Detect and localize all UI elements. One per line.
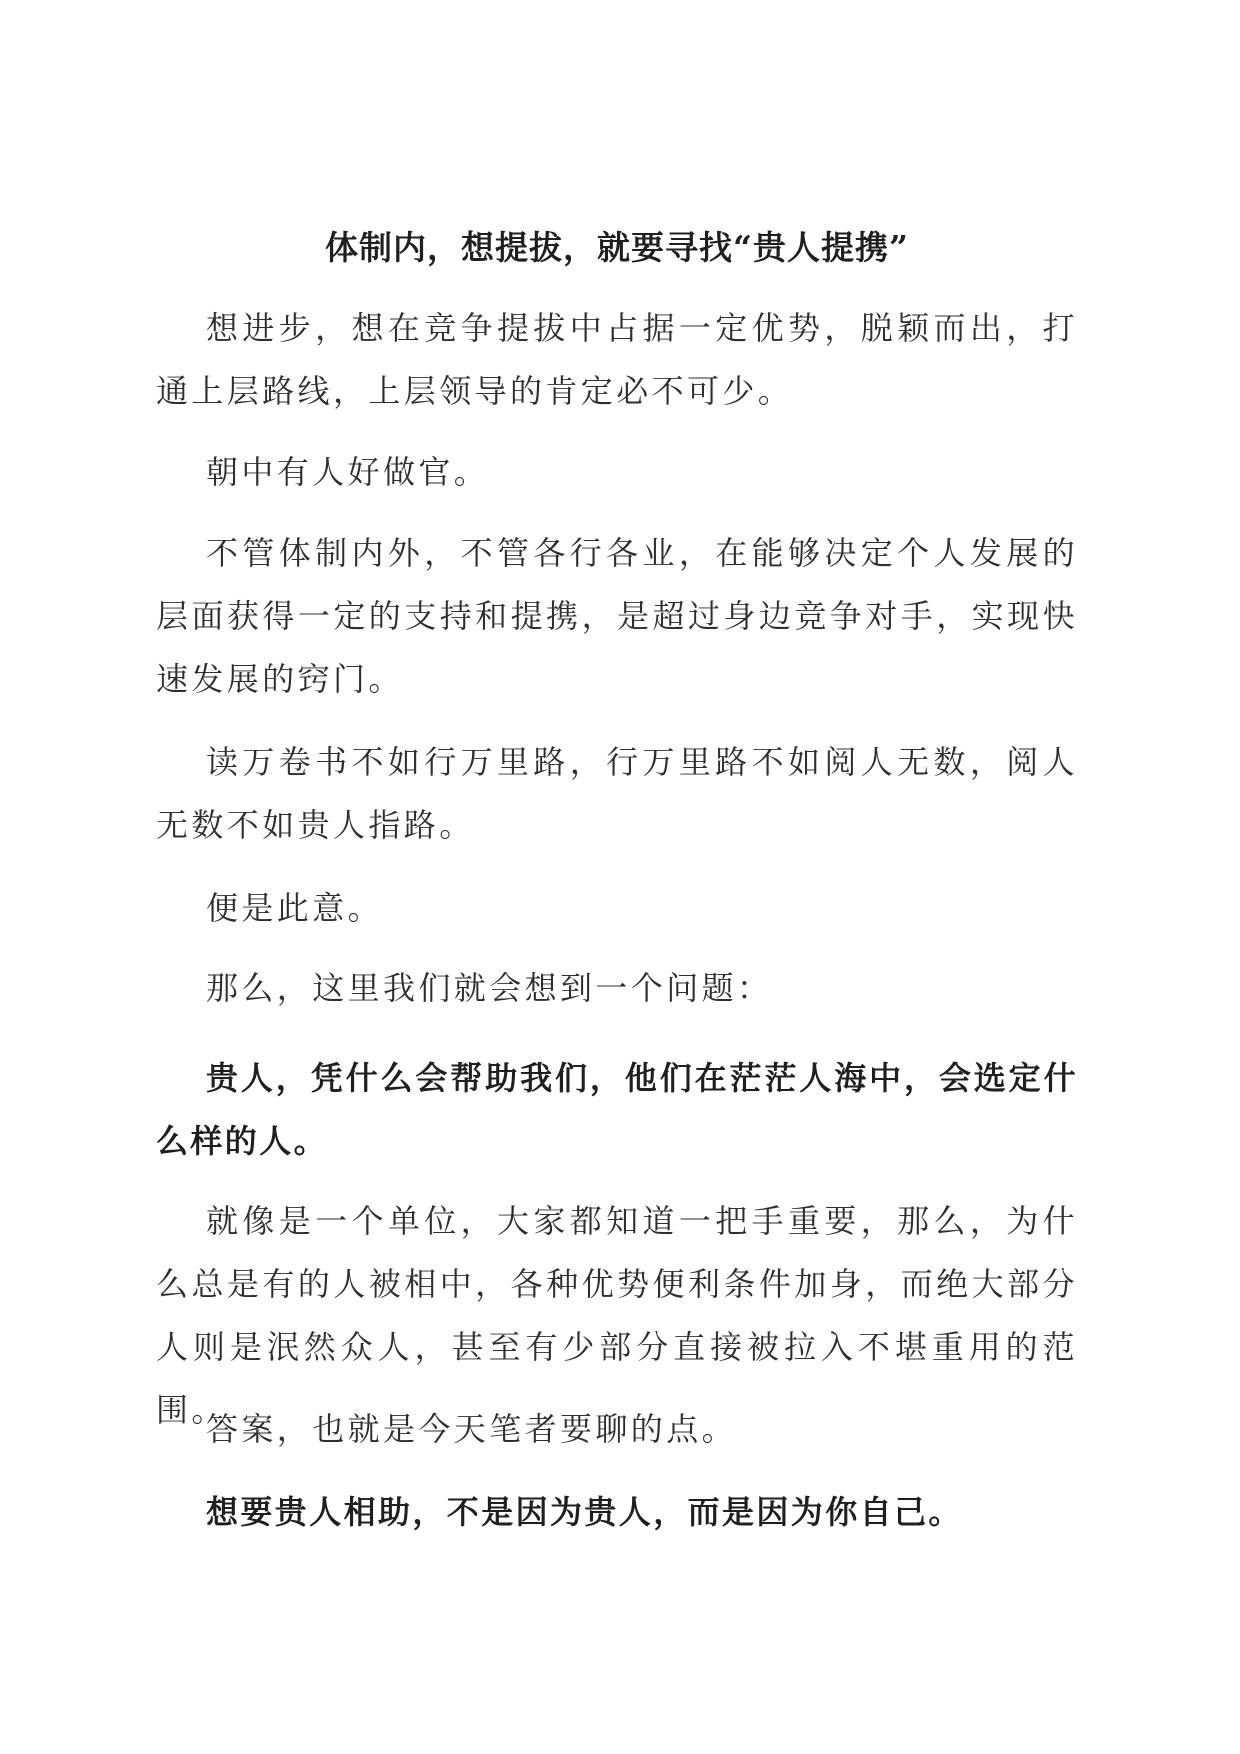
paragraph-10-emphasis: 想要贵人相助，不是因为贵人，而是因为你自己。 — [206, 1493, 963, 1531]
paragraph-8: 就像是一个单位，大家都知道一把手重要，那么，为什么总是有的人被相中，各种优势便利条件加身，而绝大部分人则是泯然众人，甚至有少部分直接被拉入不堪重用的范围。 — [156, 1202, 1078, 1429]
paragraph-5: 便是此意。 — [206, 889, 384, 927]
paragraph-7-emphasis: 贵人，凭什么会帮助我们，他们在茫茫人海中，会选定什么样的人。 — [156, 1059, 1078, 1160]
paragraph-2: 朝中有人好做官。 — [206, 453, 490, 491]
paragraph-6: 那么，这里我们就会想到一个问题： — [206, 969, 773, 1007]
paragraph-1: 想进步，想在竞争提拔中占据一定优势，脱颖而出，打通上层路线，上层领导的肯定必不可少。 — [156, 309, 1078, 410]
paragraph-9: 答案，也就是今天笔者要聊的点。 — [206, 1410, 738, 1448]
document-title: 体制内，想提拔，就要寻找“贵人提携” — [325, 228, 909, 267]
paragraph-4: 读万卷书不如行万里路，行万里路不如阅人无数，阅人无数不如贵人指路。 — [156, 743, 1078, 844]
paragraph-3: 不管体制内外，不管各行各业，在能够决定个人发展的层面获得一定的支持和提携，是超过身边竞争对手，实现快速发展的窍门。 — [156, 534, 1078, 698]
document-page — [156, 0, 1078, 1754]
